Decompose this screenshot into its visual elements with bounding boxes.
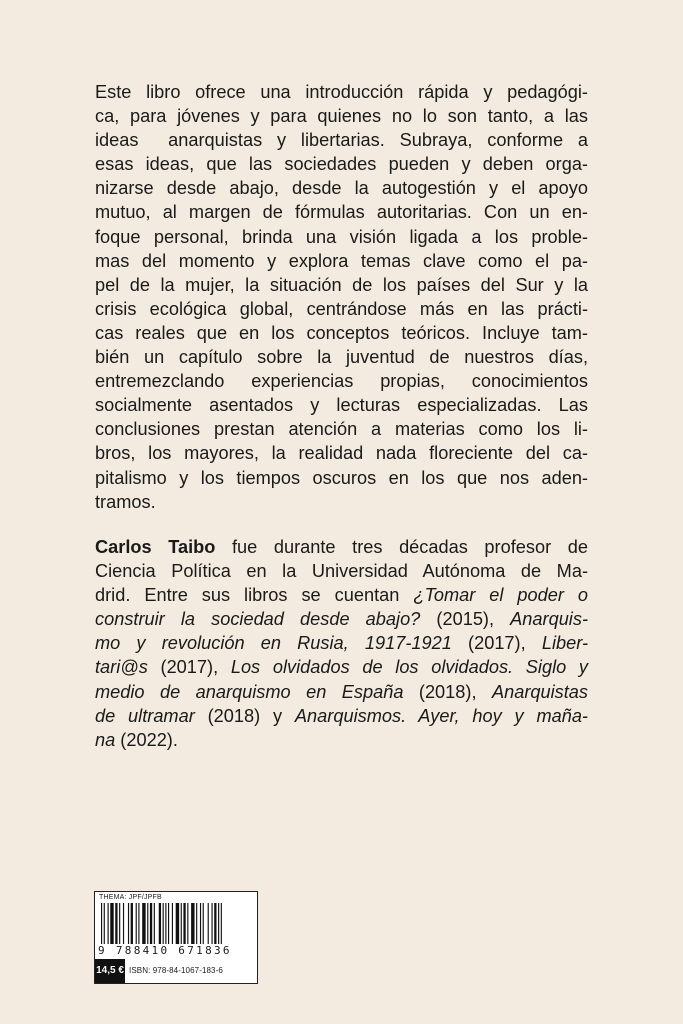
bio-line: Ciencia Política en la Universidad Autónoma de Ma- [95,561,588,582]
barcode-bar [115,903,117,944]
synopsis-line: bros, los mayores, la realidad nada floreciente del ca- [95,443,588,464]
barcode-digits: 9 788410 671836 [98,944,232,957]
synopsis-line: esas ideas, que las sociedades pueden y deben orga- [95,154,588,175]
author-bio [95,535,588,752]
barcode-bar [110,903,113,944]
synopsis-line: pitalismo y los tiempos oscuros en los que nos aden- [95,467,588,488]
bio-line: de ultramar (2018) y Anarquismos. Ayer, hoy y maña- [95,705,588,726]
barcode-panel [94,891,258,984]
barcode-bar [168,903,169,944]
bio-line: construir la sociedad desde abajo? (2015), Anarquis- [95,609,588,630]
book-title: Los olvidados de los olvidados. Siglo y [230,657,589,678]
barcode-bar [123,903,124,944]
book-title: na [95,729,116,750]
book-title: ¿Tomar el poder o [413,585,588,606]
price-tag: 14,5 € [95,959,125,983]
synopsis-line: foque personal, brinda una visión ligada a los proble- [95,226,588,247]
book-title: mo y revolución en Rusia, 1917-1921 [95,633,452,654]
barcode-bar [101,903,102,944]
barcode-bar [187,903,188,944]
synopsis-line: crisis ecológica global, centrándose más en las prácti- [95,298,588,319]
synopsis-line: tramos. [95,491,156,512]
barcode-bar [138,903,139,944]
bio-line: tari@s (2017), Los olvidados de los olvidados. Siglo y [95,657,589,678]
barcode-bar [142,903,145,944]
bio-line: drid. Entre sus libros se cuentan ¿Tomar el poder o [95,585,588,606]
barcode-bar [221,903,222,944]
barcode-bar [218,903,219,944]
barcode-bar [159,903,161,944]
book-title: de ultramar [95,705,195,726]
synopsis-line: ideas anarquistas y libertarias. Subraya, conforme a [95,130,588,151]
barcode-bar [150,903,152,944]
thema-code: THEMA: JPF/JPFB [99,894,162,901]
barcode-bar [163,903,164,944]
barcode-bar [154,903,155,944]
synopsis-line: bién un capítulo sobre la juventud de nuestros días, [95,347,588,368]
synopsis-line: nizarse desde abajo, desde la autogestión y el apoyo [95,178,588,199]
synopsis-line: socialmente asentados y lecturas especializadas. Las [95,395,588,416]
book-title: Liber- [541,633,588,654]
barcode-bar [212,903,213,944]
barcode-bar [203,903,204,944]
book-title: construir la sociedad desde abajo? [95,609,421,630]
barcode-bar [119,903,120,944]
synopsis-text [95,80,588,514]
barcode-bar [176,903,179,944]
synopsis-line: pel de la mujer, la situación de los países del Sur y la [95,274,588,295]
bio-line: Carlos Taibo fue durante tres décadas profesor de [95,537,588,557]
barcode-bar [200,903,201,944]
synopsis-line: cas reales que en los conceptos teóricos. Incluye tam- [95,322,588,343]
book-title: tari@s [95,657,148,678]
barcode-bar [208,903,209,944]
synopsis-line: conclusiones prestan atención a materias como los li- [95,419,588,440]
barcode-bar [172,903,173,944]
synopsis-line: mas del momento y explora temas clave como el pa- [95,250,588,271]
book-title: Anarquistas [491,681,588,702]
isbn-number: ISBN: 978-84-1067-183-6 [129,966,223,975]
bio-line: mo y revolución en Rusia, 1917-1921 (2017), Liber- [95,633,588,654]
barcode-bar [131,903,133,944]
barcode-bar [136,903,137,944]
barcode-bar [191,903,194,944]
barcode-bar [214,903,216,944]
barcode-bar [183,903,185,944]
bio-line: na (2022). [95,729,178,750]
barcode-bars [99,903,253,946]
synopsis-line: mutuo, al margen de fórmulas autoritarias. Con un en- [95,202,588,223]
barcode-bar [104,903,105,944]
barcode-bar [165,903,166,944]
book-title: medio de anarquismo en España [95,681,404,702]
barcode-bar [108,903,109,944]
synopsis-line: ca, para jóvenes y para quienes no lo son tanto, a las [95,106,588,127]
barcode-bar [196,903,197,944]
book-title: Anarquismos. Ayer, hoy y maña- [294,705,588,726]
synopsis-line: Este libro ofrece una introducción rápida y pedagógi- [95,82,588,102]
author-name: Carlos Taibo [95,537,216,557]
barcode-bar [128,903,129,944]
book-title: Anarquis- [510,609,588,630]
barcode-bar [181,903,182,944]
bio-line: medio de anarquismo en España (2018), Anarquistas [95,681,588,702]
barcode-bar [147,903,148,944]
synopsis-line: entremezclando experiencias propias, conocimientos [95,371,588,392]
